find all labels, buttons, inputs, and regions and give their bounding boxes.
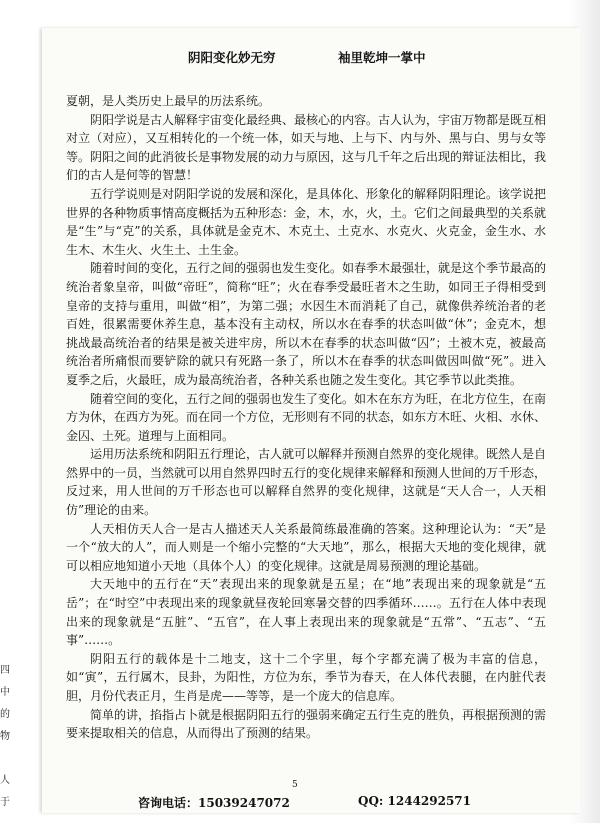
paragraph: 运用历法系统和阴阳五行理论，古人就可以解释并预测自然界的变化规律。既然人是自然界中的一员，当然就可以用自然界四时五行的变化规律来解释和预测人世间的万千形态，反过来，用人世间的万千形态也可以解释自然界的变化规律，这就是“天人合一，人天相仿”理论的由来。	[66, 447, 547, 518]
adjacent-page-text	[0, 660, 20, 814]
contact-qq: QQ: 1244292571	[358, 794, 472, 808]
adjacent-page-char: 于	[0, 797, 10, 808]
running-header	[0, 48, 600, 68]
adjacent-page-char	[0, 748, 20, 770]
paragraph: 人天相仿天人合一是古人描述天人关系最简练最准确的答案。这种理论认为：“天”是一个“放大的人”，而人则是一个缩小完整的“大天地”，那么，根据大天地的变化规律，就可以相应地知道小天地（具体个人）的变化规律。这就是周易预测的理论基础。	[66, 521, 546, 573]
paragraph: 大天地中的五行在“天”表现出来的现象就是五星；在“地”表现出来的现象就是“五岳”；在“时空”中表现出来的现象就昼夜轮回寒暑交替的四季循环……。五行在人体中表现出来的现象就是“五脏”、“五官”，在人事上表现出来的现象就是“五常”、“五志”、“五事”……。	[66, 577, 546, 648]
paragraph: 夏朝，是人类历史上最早的历法系统。	[66, 94, 271, 108]
paragraph: 随着时间的变化，五行之间的强弱也发生变化。如春季木最强壮，就是这个季节最高的统治者象皇帝，叫做“帝旺”，简称“旺”；火在春季受最旺者木之生助，如同王子得相受到皇帝的支持与重用，叫做“相”，为第二强；水因生木而消耗了自己，就像供养统治者的老百姓，很累需要休养生息，基本没有主动权，所以水在春季的状态叫做“休”；金克木，想挑战最高统治者的结果是被关进牢房，所以木在春季的状态叫做“囚”；土被木克，被最高统治者所痛恨而要铲除的就只有死路一条了，所以木在春季的状态叫做因叫做“死”。进入夏季之后，火最旺，成为最高统治者，各种关系也随之发生变化。其它季节以此类推。	[66, 261, 547, 387]
adjacent-page-char: 中	[0, 687, 10, 698]
paragraph: 随着空间的变化，五行之间的强弱也发生了变化。如木在东方为旺，在北方位生，在南方为休，在西方为死。而在同一个方位，无形则有不同的状态，如东方木旺、火相、水休、金囚、土死。道理与上面相同。	[66, 391, 547, 443]
adjacent-page-char: 四	[0, 665, 10, 676]
contact-phone: 咨询电话：15039247072	[138, 796, 290, 810]
paragraph: 阴阳五行的载体是十二地支，这十二个字里，每个字都充满了极为丰富的信息，如“寅”，五行属木，艮卦，为阳性，方位为东，季节为春天，在人体代表腿，在内脏代表胆，月份代表正月，生肖是虎——等等，是一个庞大的信息库。	[66, 651, 546, 703]
adjacent-page-char: 物	[0, 731, 10, 742]
page-number: 5	[292, 780, 298, 790]
adjacent-page-char: 的	[0, 709, 10, 720]
paragraph: 简单的讲，掐指占卜就是根据阴阳五行的强弱来确定五行生克的胜负，再根据预测的需要来提取相关的信息，从而得出了预测的结果。	[66, 707, 547, 741]
body-text	[66, 92, 546, 743]
paragraph: 五行学说则是对阴阳学说的发展和深化，是具体化、形象化的解释阴阳理论。该学说把世界的各种物质事情高度概括为五种形态：金，木，水，火，土。它们之间最典型的关系就是“生”与“克”的关系，具体就是金克木、木克土、土克水、水克火、火克金，金生水、水生木、木生火、火生土、土生金。	[66, 186, 547, 257]
adjacent-page-char: 人	[0, 775, 10, 786]
header-right-title: 袖里乾坤一掌中	[338, 50, 426, 65]
header-left-title: 阴阳变化妙无穷	[188, 50, 276, 65]
paragraph: 阴阳学说是古人解释宇宙变化最经典、最核心的内容。古人认为，宇宙万物都是既互相对立（对应），又互相转化的一个统一体，如天与地、上与下、内与外、黑与白、男与女等等。阴阳之间的此消彼长是事物发展的动力与原因，这与几千年之后出现的辩证法相比，我们的古人是何等的智慧！	[66, 112, 547, 183]
